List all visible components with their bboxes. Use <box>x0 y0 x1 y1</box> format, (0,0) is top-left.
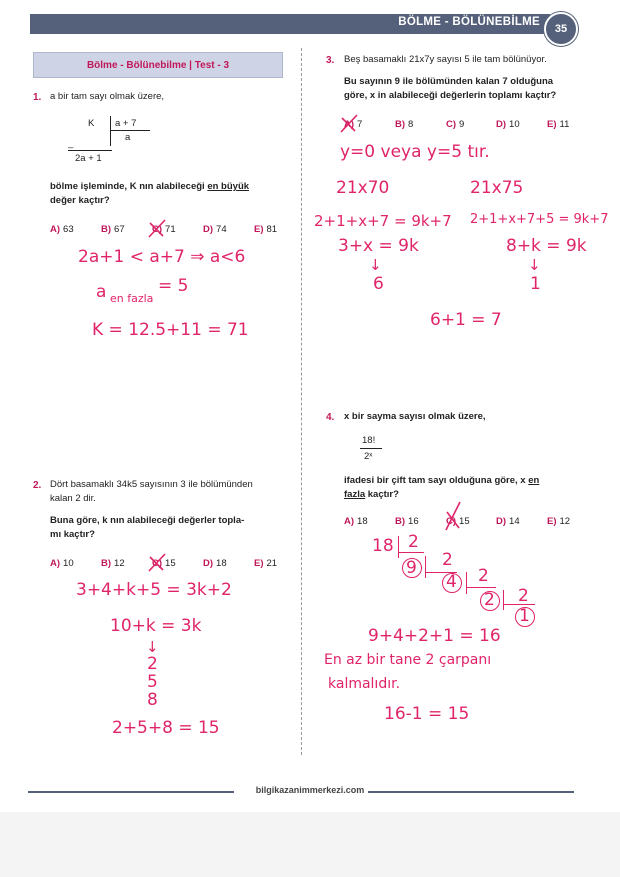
answer-cross-mark <box>443 500 463 532</box>
division-minus: – <box>68 142 74 153</box>
q4-ladder-circle-1 <box>515 607 535 627</box>
q4-option-b[interactable]: B) 16 <box>395 516 419 527</box>
question-3-bold-2: göre, x in alabileceği değerlerin toplamı kaçtır? <box>344 90 557 101</box>
question-1-text: bölme işleminde, K nın alabileceği en büyük <box>50 181 250 192</box>
q2-handwriting-value-5: 5 <box>147 672 158 692</box>
question-3-bold-1: Bu sayının 9 ile bölümünden kalan 7 olduğuna <box>344 76 554 87</box>
q4-option-e[interactable]: E) 12 <box>547 516 571 527</box>
division-dividend: K <box>88 118 95 129</box>
q3-handwriting-21x75: 21x75 <box>470 178 524 198</box>
q4-ladder-circle-2 <box>480 591 500 611</box>
q3-handwriting-arrow-1: ↓ <box>369 256 382 274</box>
q1-handwriting-result: K = 12.5+11 = 71 <box>92 320 249 340</box>
fraction-bar <box>360 448 382 449</box>
answer-cross-mark <box>146 218 168 240</box>
q2-handwriting-arrow: ↓ <box>146 638 159 656</box>
q3-handwriting-value-6: 6 <box>373 274 384 294</box>
footer-url: bilgikazanimmerkezi.com <box>255 785 365 795</box>
division-bracket <box>110 116 111 146</box>
question-2-text-2: kalan 2 dir. <box>50 493 96 504</box>
q2-handwriting-value-8: 8 <box>147 690 158 710</box>
column-divider <box>301 48 302 755</box>
q4-ladder-divisor-2: 2 <box>442 550 453 570</box>
q2-handwriting-value-2: 2 <box>147 654 158 674</box>
q3-handwriting-21x70: 21x70 <box>336 178 390 198</box>
question-1-number: 1. <box>33 92 42 103</box>
q3-option-e[interactable]: E) 11 <box>547 119 570 130</box>
q1-option-d[interactable]: D) 74 <box>203 224 227 235</box>
q4-handwriting-sum: 9+4+2+1 = 16 <box>368 626 501 646</box>
q3-option-b[interactable]: B) 8 <box>395 119 414 130</box>
q3-handwriting-value-1: 1 <box>530 274 541 294</box>
question-1-text-2: değer kaçtır? <box>50 195 110 206</box>
q4-handwriting-result: 16-1 = 15 <box>384 704 470 724</box>
q1-handwriting-en-fazla: en fazla <box>110 292 154 305</box>
q4-ladder-9: 9 <box>406 558 417 578</box>
q3-handwriting-result: 6+1 = 7 <box>430 310 502 330</box>
question-2-number: 2. <box>33 480 42 491</box>
q1-option-c[interactable]: C) 71 <box>152 224 176 235</box>
answer-cross-mark <box>338 113 363 135</box>
q2-handwriting-result: 2+5+8 = 15 <box>112 718 220 738</box>
q4-ladder-1: 1 <box>519 606 530 626</box>
q3-option-a[interactable]: A) 7 <box>344 119 363 130</box>
q1-handwriting-line-1: 2a+1 < a+7 ⇒ a<6 <box>78 247 246 267</box>
question-4-number: 4. <box>326 412 335 423</box>
q1-handwriting-equals-5: = 5 <box>158 276 189 296</box>
test-title: Bölme - Bölünebilme | Test - 3 <box>33 52 283 78</box>
q1-handwriting-a: a <box>96 282 107 302</box>
q4-option-c[interactable]: C) 15 <box>446 516 470 527</box>
section-title: BÖLME - BÖLÜNEBİLME <box>398 16 540 28</box>
q2-option-d[interactable]: D) 18 <box>203 558 227 569</box>
q3-option-c[interactable]: C) 9 <box>446 119 465 130</box>
fraction-numerator: 18! <box>362 435 376 446</box>
q4-ladder-bracket-2 <box>425 556 426 578</box>
q3-handwriting-line-1: y=0 veya y=5 tır. <box>340 142 490 162</box>
q4-ladder-bracket-1 <box>398 536 399 558</box>
q4-ladder-line-1 <box>398 552 424 553</box>
q4-ladder-18: 18 <box>372 536 394 556</box>
q4-handwriting-note-2: kalmalıdır. <box>328 676 401 692</box>
q4-option-d[interactable]: D) 14 <box>496 516 520 527</box>
q1-option-a[interactable]: A) 63 <box>50 224 74 235</box>
answer-cross-mark <box>146 552 168 574</box>
q4-ladder-circle-4 <box>442 573 462 593</box>
q4-ladder-divisor-4: 2 <box>518 586 529 606</box>
q4-ladder-line-4 <box>503 604 535 605</box>
division-remainder: 2a + 1 <box>75 153 102 164</box>
footer-line-right <box>368 791 574 793</box>
q3-handwriting-sum-2: 2+1+x+7+5 = 9k+7 <box>470 212 609 227</box>
q4-ladder-divisor-1: 2 <box>408 532 419 552</box>
q4-handwriting-note-1: En az bir tane 2 çarpanı <box>324 652 492 668</box>
q2-handwriting-line-1: 3+4+k+5 = 3k+2 <box>76 580 232 600</box>
q3-handwriting-sum-1: 2+1+x+7 = 9k+7 <box>314 212 452 230</box>
question-2-bold-2: mı kaçtır? <box>50 529 95 540</box>
division-quotient: a <box>125 132 131 143</box>
q4-ladder-line-3 <box>466 587 496 588</box>
question-4-intro: x bir sayma sayısı olmak üzere, <box>344 411 486 422</box>
q1-option-e[interactable]: E) 81 <box>254 224 278 235</box>
fraction-denominator: 2ˣ <box>364 451 373 462</box>
q4-ladder-2: 2 <box>484 590 495 610</box>
division-divisor: a + 7 <box>115 118 137 129</box>
page-bottom-margin <box>0 812 620 877</box>
division-subtraction-line <box>68 150 112 151</box>
question-3-text-1: Beş basamaklı 21x7y sayısı 5 ile tam bölünüyor. <box>344 54 547 65</box>
q2-option-a[interactable]: A) 10 <box>50 558 74 569</box>
q3-handwriting-3x: 3+x = 9k <box>338 236 419 256</box>
question-4-text-2: fazla kaçtır? <box>344 489 399 500</box>
question-2-bold-1: Buna göre, k nın alabileceği değerler topla- <box>50 515 245 526</box>
q4-ladder-divisor-3: 2 <box>478 566 489 586</box>
question-3-number: 3. <box>326 55 335 66</box>
q2-option-e[interactable]: E) 21 <box>254 558 278 569</box>
question-2-text-1: Dört basamaklı 34k5 sayısının 3 ile bölümünden <box>50 479 253 490</box>
q4-option-a[interactable]: A) 18 <box>344 516 368 527</box>
q2-handwriting-line-2: 10+k = 3k <box>110 616 202 636</box>
q3-handwriting-8k: 8+k = 9k <box>506 236 587 256</box>
q4-ladder-circle-9 <box>402 558 422 578</box>
q4-ladder-4: 4 <box>446 572 457 592</box>
question-4-text-1: ifadesi bir çift tam sayı olduğuna göre, x en <box>344 475 540 486</box>
q2-option-b[interactable]: B) 12 <box>101 558 125 569</box>
q2-option-c[interactable]: C) 15 <box>152 558 176 569</box>
q3-handwriting-arrow-2: ↓ <box>528 256 541 274</box>
q1-option-b[interactable]: B) 67 <box>101 224 125 235</box>
question-1-intro: a bir tam sayı olmak üzere, <box>50 91 165 102</box>
q3-option-d[interactable]: D) 10 <box>496 119 520 130</box>
q4-ladder-bracket-4 <box>503 590 504 610</box>
page-number: 35 <box>544 12 578 46</box>
q4-ladder-bracket-3 <box>466 572 467 594</box>
